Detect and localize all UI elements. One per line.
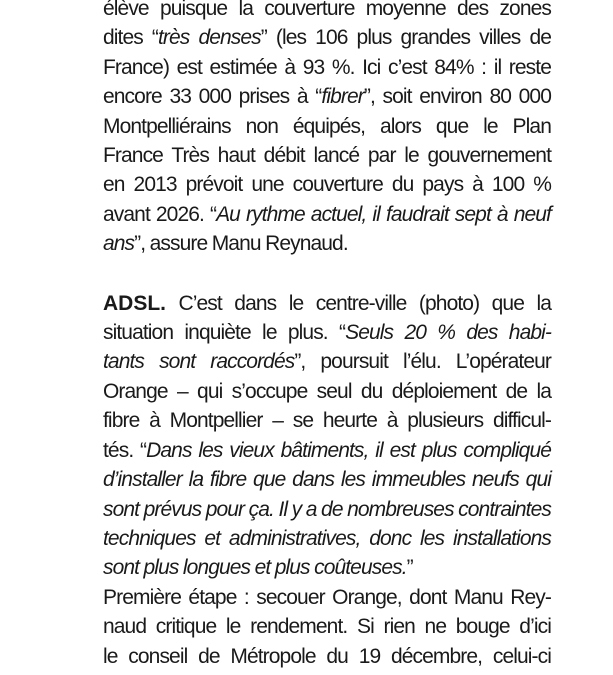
text-line: [103, 436, 551, 465]
text-line: [103, 82, 551, 111]
text-line: [103, 141, 551, 170]
text-run: Première étape : secouer Orange, dont Manu Rey-: [103, 585, 551, 609]
text-line: [103, 229, 551, 258]
quoted-text: d’installer la fibre que dans les immeubles neufs qui: [103, 468, 551, 492]
quoted-text: sont prévus pour ça. Il y a de nombreuses contraintes: [103, 497, 551, 521]
quoted-text: tants sont raccordés: [103, 350, 295, 374]
text-run: tés. “: [103, 438, 147, 462]
paragraph-gap: [103, 259, 551, 289]
text-run: élève puisque la couverture moyenne des zones: [103, 0, 551, 20]
text-run: situation inquiète le plus. “: [103, 321, 346, 345]
text-run: fibre à Montpellier – se heurte à plusieurs difficul-: [103, 409, 551, 433]
text-run: Montpelliérains non équipés, alors que le Plan: [103, 114, 551, 138]
text-run: France) est estimée à 93 %. Ici c’est 84% : il reste: [103, 55, 551, 79]
quoted-text: Seuls 20 % des habi-: [345, 321, 551, 345]
text-line: [103, 406, 551, 435]
quoted-text: ans: [103, 232, 135, 256]
text-run: Orange – qui s’occupe seul du déploiement de la: [103, 379, 551, 403]
quoted-text: techniques et administratives, donc les installations: [103, 526, 551, 550]
text-run: naud critique le rendement. Si rien ne bouge d’ici: [103, 615, 551, 639]
text-line: [103, 289, 551, 318]
section-lead-word: ADSL.: [103, 291, 166, 315]
text-line: [103, 642, 551, 671]
text-run: le conseil de Métropole du 19 décembre, celui-ci: [103, 644, 551, 668]
text-run: encore 33 000 prises à “: [103, 85, 322, 109]
text-run: ”, assure Manu Reynaud.: [134, 232, 348, 256]
text-run: C’est dans le centre-ville (photo) que la: [166, 291, 551, 315]
text-line: [103, 583, 551, 612]
text-line: [103, 377, 551, 406]
text-line: [103, 200, 551, 229]
text-line: [103, 0, 551, 23]
quoted-text: fibrer: [321, 85, 364, 109]
text-run: en 2013 prévoit une couverture du pays à 100 %: [103, 173, 551, 197]
quoted-text: Dans les vieux bâtiments, il est plus compliqué: [146, 438, 552, 462]
text-run: ”, poursuit l’élu. L’opérateur: [294, 350, 551, 374]
quoted-text: très denses: [158, 26, 261, 50]
text-run: ”: [406, 556, 413, 580]
text-run: avant 2026. “: [103, 202, 217, 226]
paragraph-adsl: [103, 289, 551, 671]
text-line: [103, 524, 551, 553]
text-run: France Très haut débit lancé par le gouvernement: [103, 144, 551, 168]
article-column: [103, 0, 551, 671]
quoted-text: Au rythme actuel, il faudrait sept à neuf: [216, 202, 551, 226]
quoted-text: sont plus longues et plus coûteuses.: [103, 556, 407, 580]
text-line: [103, 23, 551, 52]
text-line: [103, 170, 551, 199]
text-line: [103, 347, 551, 376]
text-line: [103, 53, 551, 82]
text-run: ” (les 106 plus grandes villes de: [260, 26, 551, 50]
text-run: ”, soit environ 80 000: [363, 85, 551, 109]
text-line: [103, 318, 551, 347]
text-line: [103, 495, 551, 524]
text-line: [103, 612, 551, 641]
paragraph-coverage: [103, 0, 551, 259]
text-line: [103, 112, 551, 141]
text-run: dites “: [103, 26, 158, 50]
text-line: [103, 553, 551, 582]
text-line: [103, 465, 551, 494]
